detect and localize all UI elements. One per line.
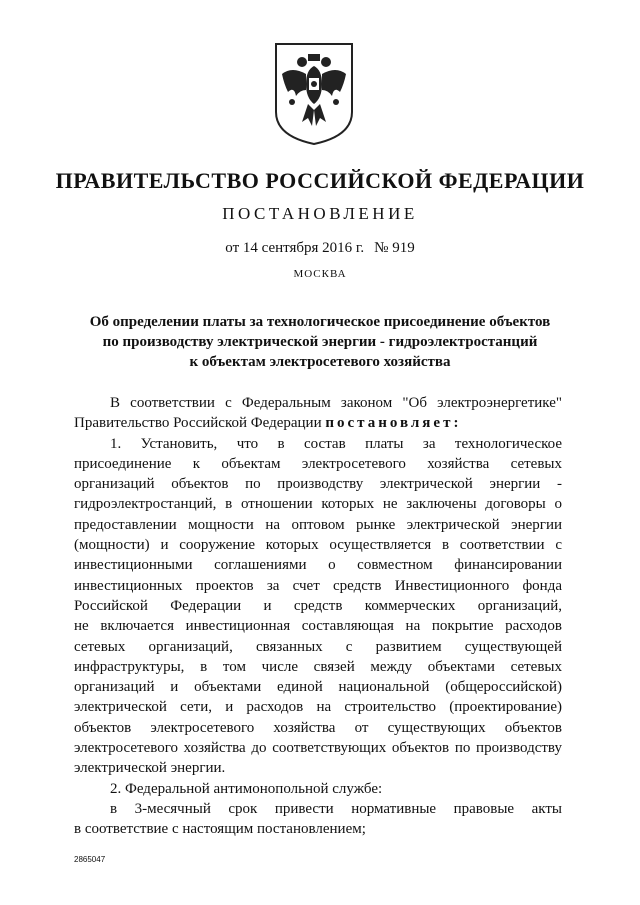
body-line: присоединение к объектам электросетевого хозяйства сетевых — [74, 455, 562, 472]
body-line: электрической сети, и расходов на строительство (проектирование) — [74, 699, 562, 716]
body-line: предоставлении мощности на оптовом рынке электрической энергии — [74, 516, 562, 533]
resolution-word: постановляет: — [325, 415, 462, 432]
document-number: № 919 — [374, 240, 415, 256]
body-line: В соответствии с Федеральным законом "Об электроэнергетике" — [110, 395, 562, 411]
body-line: инвестиционных проектов за счет средств Инвестиционного фонда — [74, 577, 562, 594]
body-line: Российской Федерации и средств коммерческих организаций, — [74, 597, 562, 614]
city: МОСКВА — [293, 268, 347, 280]
document-body — [74, 393, 562, 840]
body-line: организаций и объектами единой национальной (общероссийской) — [74, 679, 562, 696]
body-line: электрической энергии. — [74, 760, 226, 777]
body-line: гидроэлектростанций, в отношении которых не заключены договоры о — [74, 496, 562, 513]
coat-of-arms-icon — [272, 40, 356, 146]
body-line — [74, 413, 562, 433]
body-line: инвестиционными соглашениями о совместном финансировании — [74, 557, 562, 574]
body-line: 2. Федеральной антимонопольной службе: — [110, 780, 383, 797]
body-line: электросетевого хозяйства до соответствующих объектов по производству — [74, 740, 562, 757]
heading-line: по производству электрической энергии - гидроэлектростанций — [102, 334, 538, 350]
body-line: (мощности) и сооружение которых осуществляется в соответствии с — [74, 537, 562, 554]
body-line: 1. Установить, что в состав платы за технологическое — [110, 435, 562, 452]
heading-line: Об определении платы за технологическое присоединение объектов — [89, 314, 551, 330]
body-line: в соответствие с настоящим постановлением; — [74, 821, 366, 838]
government-title: ПРАВИТЕЛЬСТВО РОССИЙСКОЙ ФЕДЕРАЦИИ — [55, 168, 585, 193]
body-text: Правительство Российской Федерации — [74, 415, 322, 432]
document-code: 2865047 — [74, 855, 106, 864]
body-line: организаций объектов по производству электрической энергии - — [74, 476, 562, 493]
document-date: от 14 сентября 2016 г. — [225, 240, 365, 256]
document-date-line — [0, 240, 640, 257]
document-type: ПОСТАНОВЛЕНИЕ — [222, 204, 418, 223]
document-heading — [60, 312, 580, 372]
body-line: в 3-месячный срок привести нормативные правовые акты — [110, 800, 562, 817]
body-line: объектов электросетевого хозяйства от существующих объектов — [74, 719, 562, 736]
body-line: инфраструктуры, в том числе связей между объектами сетевых — [74, 658, 562, 675]
heading-line: к объектам электросетевого хозяйства — [189, 354, 451, 370]
body-line: сетевых организаций, связанных с развитием существующей — [74, 638, 562, 655]
body-line: не включается инвестиционная составляющая на покрытие расходов — [74, 618, 562, 635]
